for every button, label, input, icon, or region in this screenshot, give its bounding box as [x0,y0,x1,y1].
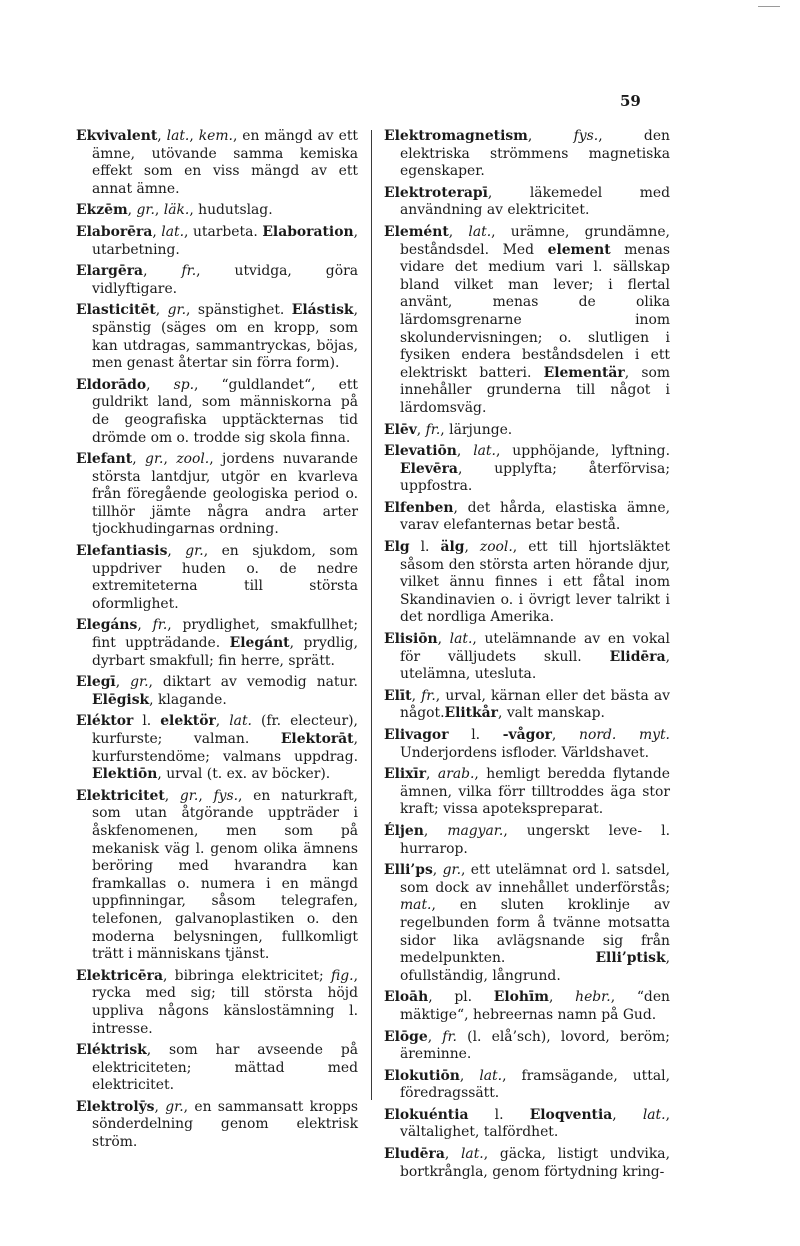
dictionary-entry [384,989,670,1024]
headword: Elefantiasis [76,543,168,560]
definition-text: , valt manskap. [498,705,605,722]
definition-text: , [426,766,438,783]
definition-text: , [167,543,186,560]
definition-text: , bibringa elektricitet; [162,967,331,984]
headword: Elokuéntia [384,1106,469,1123]
definition-text: , [143,263,182,280]
definition-text: , ett till hjortsläktet såsom den största arten hörande djur, vilket ännu finnes i ett fåtal inom Skandinavien o. i övrigt lever talrikt i det nordliga Amerika. [400,539,670,626]
definition-text: , utarbetning. [92,223,358,258]
headword: Elfenben [384,499,454,516]
definition-text: , klagande. [149,691,227,708]
definition-text: , spänstighet. [186,302,292,319]
definition-text: , jordens nuvarande största lantdjur, utgör en kvarleva från föregående geologiska period o. tillhör jämte några andra arter tjockhudingarnas ordning. [92,451,358,538]
corner-scan-mark [758,6,780,7]
definition-text: , “den mäktige“, hebreernas namn på Gud. [400,989,670,1023]
definition-text: , “guldlandet“, ett guldrikt land, som människorna på de geografiska upptäckternas tid drömde om o. trodde sig skola finna. [92,376,358,446]
abbreviation: sp. [173,376,195,393]
dictionary-entry [384,727,670,762]
definition-text: , urval, kärnan eller det bästa av något. [400,687,670,722]
definition-text: , läkemedel med användning av elektricitet. [400,184,670,219]
definition-text: , ofullständig, långrund. [400,950,670,984]
headword: Elg [384,539,410,556]
abbreviation: gr. [145,451,164,468]
definition-text: l. [468,1106,530,1123]
definition-text: , en mängd av ett ämne, utövande samma kemiska effekt som en viss mängd av ett annat ämne. [92,128,358,197]
definition-text: , det hårda, elastiska ämne, varav elefanternas betar bestå. [400,499,670,534]
dictionary-entry [384,1146,670,1181]
abbreviation: magyar. [447,822,504,839]
dictionary-entry [76,968,358,1038]
headword: Elegī [76,674,116,691]
headword: element [547,241,611,258]
abbreviation: gr. [165,1098,184,1115]
headword: Ekvivalent [76,128,158,144]
dictionary-entry [384,1068,670,1103]
definition-text: , [198,787,214,804]
headword: Elli’ps [384,862,433,879]
definition-text: , en sjukdom, som uppdriver huden o. de nedre extremiteterna till största oformlighet. [92,543,358,612]
definition-text: , [146,376,174,393]
headword: Elektroterapī [384,184,488,201]
headword: Elemént [384,223,449,240]
definition-text: (l. elå’sch), lovord, beröm; äreminne. [400,1028,670,1063]
definition-text: , [152,223,162,240]
headword: älg [440,539,465,556]
definition-text: (fr. electeur), kurfurste; valman. [92,713,358,747]
definition-text: , kurfurstendöme; valmans uppdrag. [92,731,358,765]
headword: Elaborēra [76,223,153,240]
page-number: 59 [620,92,641,110]
abbreviation: kem. [198,128,233,144]
abbreviation: mat. [400,897,432,914]
dictionary-entry [384,443,670,496]
definition-text: , vältalighet, talfördhet. [400,1106,670,1141]
definition-text: , hemligt beredda flytande ämnen, vilka förr tilltroddes äga stor kraft; vissa apotekspreparat. [400,766,670,818]
definition-text: , [115,674,131,691]
definition-text: , prydlighet, smakfullhet; fint uppträdande. [92,617,358,652]
headword: Elektricitet [76,787,165,804]
abbreviation: fr. [152,617,168,634]
left-column [76,128,358,1156]
abbreviation: hebr. [575,989,611,1006]
dictionary-entry [384,185,670,220]
abbreviation: gr. [185,543,204,560]
definition-text: , upplyfta; återförvisa; uppfostra. [400,460,670,495]
dictionary-entry [384,766,670,819]
headword: Elargēra [76,263,144,280]
definition-text: , en sluten kroklinje av regelbunden form å tvänne motsatta sidor lika avlägsnande sig från medelpunkten. [400,897,670,967]
dictionary-entry [76,451,358,539]
definition-text: , ungerskt leve- l. hurrarop. [400,822,670,857]
abbreviation: gr. [442,862,462,879]
dictionary-entry [76,202,358,220]
definition-text: , [427,1028,443,1045]
headword: Elektrolȳs [76,1098,155,1115]
dictionary-entry [76,302,358,372]
definition-text: , [157,128,167,144]
headword: Elevēra [400,460,458,477]
definition-text: , en naturkraft, som utan åtgörande uppträder i åskfenomenen, men som på mekanisk väg l. genom olika ämnens beröring med hvarandra kan framkallas o. numera i en mängd uppfinningar, såsom telegrafen, telefonen, galvanoplastiken o. den moderna belysningen, fullkomligt trätt i människans tjänst. [92,787,358,963]
headword: Elegánt [229,635,290,652]
headword: Elástisk [291,302,354,319]
headword: Elli’ptisk [595,950,666,967]
headword: Elektricēra [76,967,163,984]
headword: Elaboration [262,223,354,240]
headword: Elementär [543,364,625,381]
headword: Elitkår [444,705,498,722]
definition-text: , [612,1106,643,1123]
dictionary-entry [384,224,670,418]
definition-text: menas vidare det medium vari l. sällskap bland vilket man lever; i flertal använt, menas de olika lärdomsgrenarne inom skolundervisningen; o. slutligen i fysiken endera beståndsdelen i ett elektriskt batteri. [400,241,670,381]
headword: Elokutiōn [384,1067,460,1084]
headword: Elidēra [609,648,666,665]
abbreviation: arab. [437,766,475,783]
abbreviation: fr. [181,263,197,280]
headword: Elevatiōn [384,443,457,460]
abbreviation: lat. [161,223,185,240]
abbreviation: gr. [167,302,187,319]
definition-text: , [411,687,422,704]
dictionary-entry [76,377,358,447]
abbreviation: zool. [479,539,513,556]
definition-text: , [459,1067,480,1084]
headword: Eloāh [384,989,429,1006]
abbreviation: lat. [642,1106,666,1123]
column-divider [371,130,372,1100]
headword: Elektiōn [92,766,158,783]
definition-text: , [163,451,177,468]
headword: Elōge [384,1028,428,1045]
definition-text: , rycka med sig; till största höjd uppliva någons känslostämning l. intresse. [92,967,358,1037]
dictionary-entry [384,688,670,723]
abbreviation: gr. [179,787,199,804]
definition-text: , den elektriska strömmens magnetiska egenskaper. [400,128,670,180]
headword: Elasticitēt [76,302,156,319]
definition-text: , pl. [428,989,494,1006]
definition-text: , som innehåller grunderna till något i lärdomsväg. [400,364,670,416]
dictionary-entry [76,543,358,613]
abbreviation: lat. [460,1146,484,1163]
definition-text: , gäcka, listigt undvika, bortkrångla, genom förtydning kring- [400,1146,670,1180]
definition-text: , som har avseende på elektriciteten; mättad med elektricitet. [92,1042,358,1094]
headword: Eldorādo [76,376,147,393]
definition-text: , ett utelämnat ord l. satsdel, som dock av innehållet underförstås; [400,862,670,896]
definition-text: , [423,822,448,839]
headword: Elektromagnetism [384,128,528,144]
definition-text: , utelämna, utesluta. [400,648,670,683]
abbreviation: fr. [421,687,436,704]
definition-text: , prydlig, dyrbart smakfull; fin herre, sprätt. [92,635,358,669]
dictionary-entry [76,713,358,783]
definition-text: , [444,1146,461,1163]
definition-text: , upphöjande, lyftning. [495,443,670,460]
dictionary-entry [76,1042,358,1095]
abbreviation: läk. [163,202,190,219]
dictionary-entry [384,1029,670,1064]
dictionary-entry [76,788,358,964]
abbreviation: lat. [473,443,496,460]
abbreviation: nord. myt. [579,727,670,743]
headword: Elixīr [384,766,427,783]
abbreviation: fys. [573,128,599,144]
definition-text: l. [409,539,441,556]
dictionary-entry [76,263,358,298]
right-column [384,128,670,1185]
definition-text: , [132,451,146,468]
abbreviation: fys. [213,787,239,804]
dictionary-entry [384,823,670,858]
dictionary-entry [76,617,358,670]
dictionary-entry [76,1099,358,1152]
definition-text: , [154,202,164,219]
headword: Eléktrisk [76,1042,147,1059]
abbreviation: lat. [229,713,252,730]
definition-text: , [416,421,426,438]
definition-text: , [164,787,180,804]
headword: Elefant [76,451,133,468]
dictionary-entry [76,128,358,198]
definition-text: , lärjunge. [440,421,513,438]
abbreviation: lat. [449,631,473,648]
abbreviation: fr. [425,421,441,438]
definition-text: , utvidga, göra vidlyftigare. [92,263,358,297]
headword: Elēgisk [92,691,150,708]
definition-text: Underjordens isfloder. Världshavet. [400,744,650,761]
abbreviation: fr. [442,1028,457,1045]
definition-text: , [155,302,168,319]
definition-text: , [549,989,576,1006]
definition-text: l. [448,727,503,743]
headword: Elivagor [384,727,449,743]
dictionary-entry [384,539,670,627]
definition-text: , [215,713,230,730]
definition-text: , [437,631,450,648]
definition-text: , urämne, grundämne, beståndsdel. Med [400,223,670,258]
headword: Eléktor [76,713,134,730]
dictionary-entry [76,224,358,259]
dictionary-entry [384,1107,670,1142]
headword: Elisiōn [384,631,438,648]
abbreviation: lat. [479,1067,503,1084]
headword: elektör [160,713,216,730]
definition-text: , [432,862,443,879]
abbreviation: zool. [176,451,210,468]
definition-text: , utarbeta. [184,223,263,240]
definition-text: , [154,1098,166,1115]
definition-text: , [551,727,580,743]
abbreviation: lat. [468,223,492,240]
headword: Éljen [384,822,424,839]
definition-text: l. [133,713,161,730]
definition-text: , [189,128,199,144]
dictionary-entry [384,500,670,535]
definition-text: , [456,443,474,460]
dictionary-entry [76,674,358,709]
definition-text: , [137,617,153,634]
definition-text: , [127,202,137,219]
headword: Eludēra [384,1146,445,1163]
definition-text: , [464,539,480,556]
dictionary-entry [384,631,670,684]
dictionary-entry [384,128,670,181]
abbreviation: gr. [136,202,155,219]
abbreviation: fig. [331,967,354,984]
headword: Elohīm [493,989,549,1006]
definition-text: , utelämnande av en vokal för välljudets skull. [400,631,670,665]
dictionary-entry [384,422,670,440]
headword: Ekzēm [76,202,128,219]
definition-text: , en sammansatt kropps sönderdelning genom elektrisk ström. [92,1098,358,1151]
abbreviation: gr. [130,674,149,691]
headword: Elegáns [76,617,138,634]
dictionary-entry [384,862,670,985]
definition-text: , [527,128,574,144]
definition-text: , spänstig (säges om en kropp, som kan utdragas, sammantryckas, böjas, men genast återtar sin förra form). [92,302,358,372]
headword: Elīt [384,687,412,704]
definition-text: , diktart av vemodig natur. [148,674,358,691]
headword: -vågor [502,727,552,743]
headword: Eloqventia [529,1106,613,1123]
definition-text: , hudutslag. [189,202,273,219]
definition-text: , framsägande, uttal, föredragssätt. [400,1067,670,1102]
definition-text: , [448,223,469,240]
definition-text: , urval (t. ex. av böcker). [157,766,331,783]
headword: Elēv [384,421,417,438]
abbreviation: lat. [166,128,190,144]
headword: Elektorāt [280,731,354,747]
